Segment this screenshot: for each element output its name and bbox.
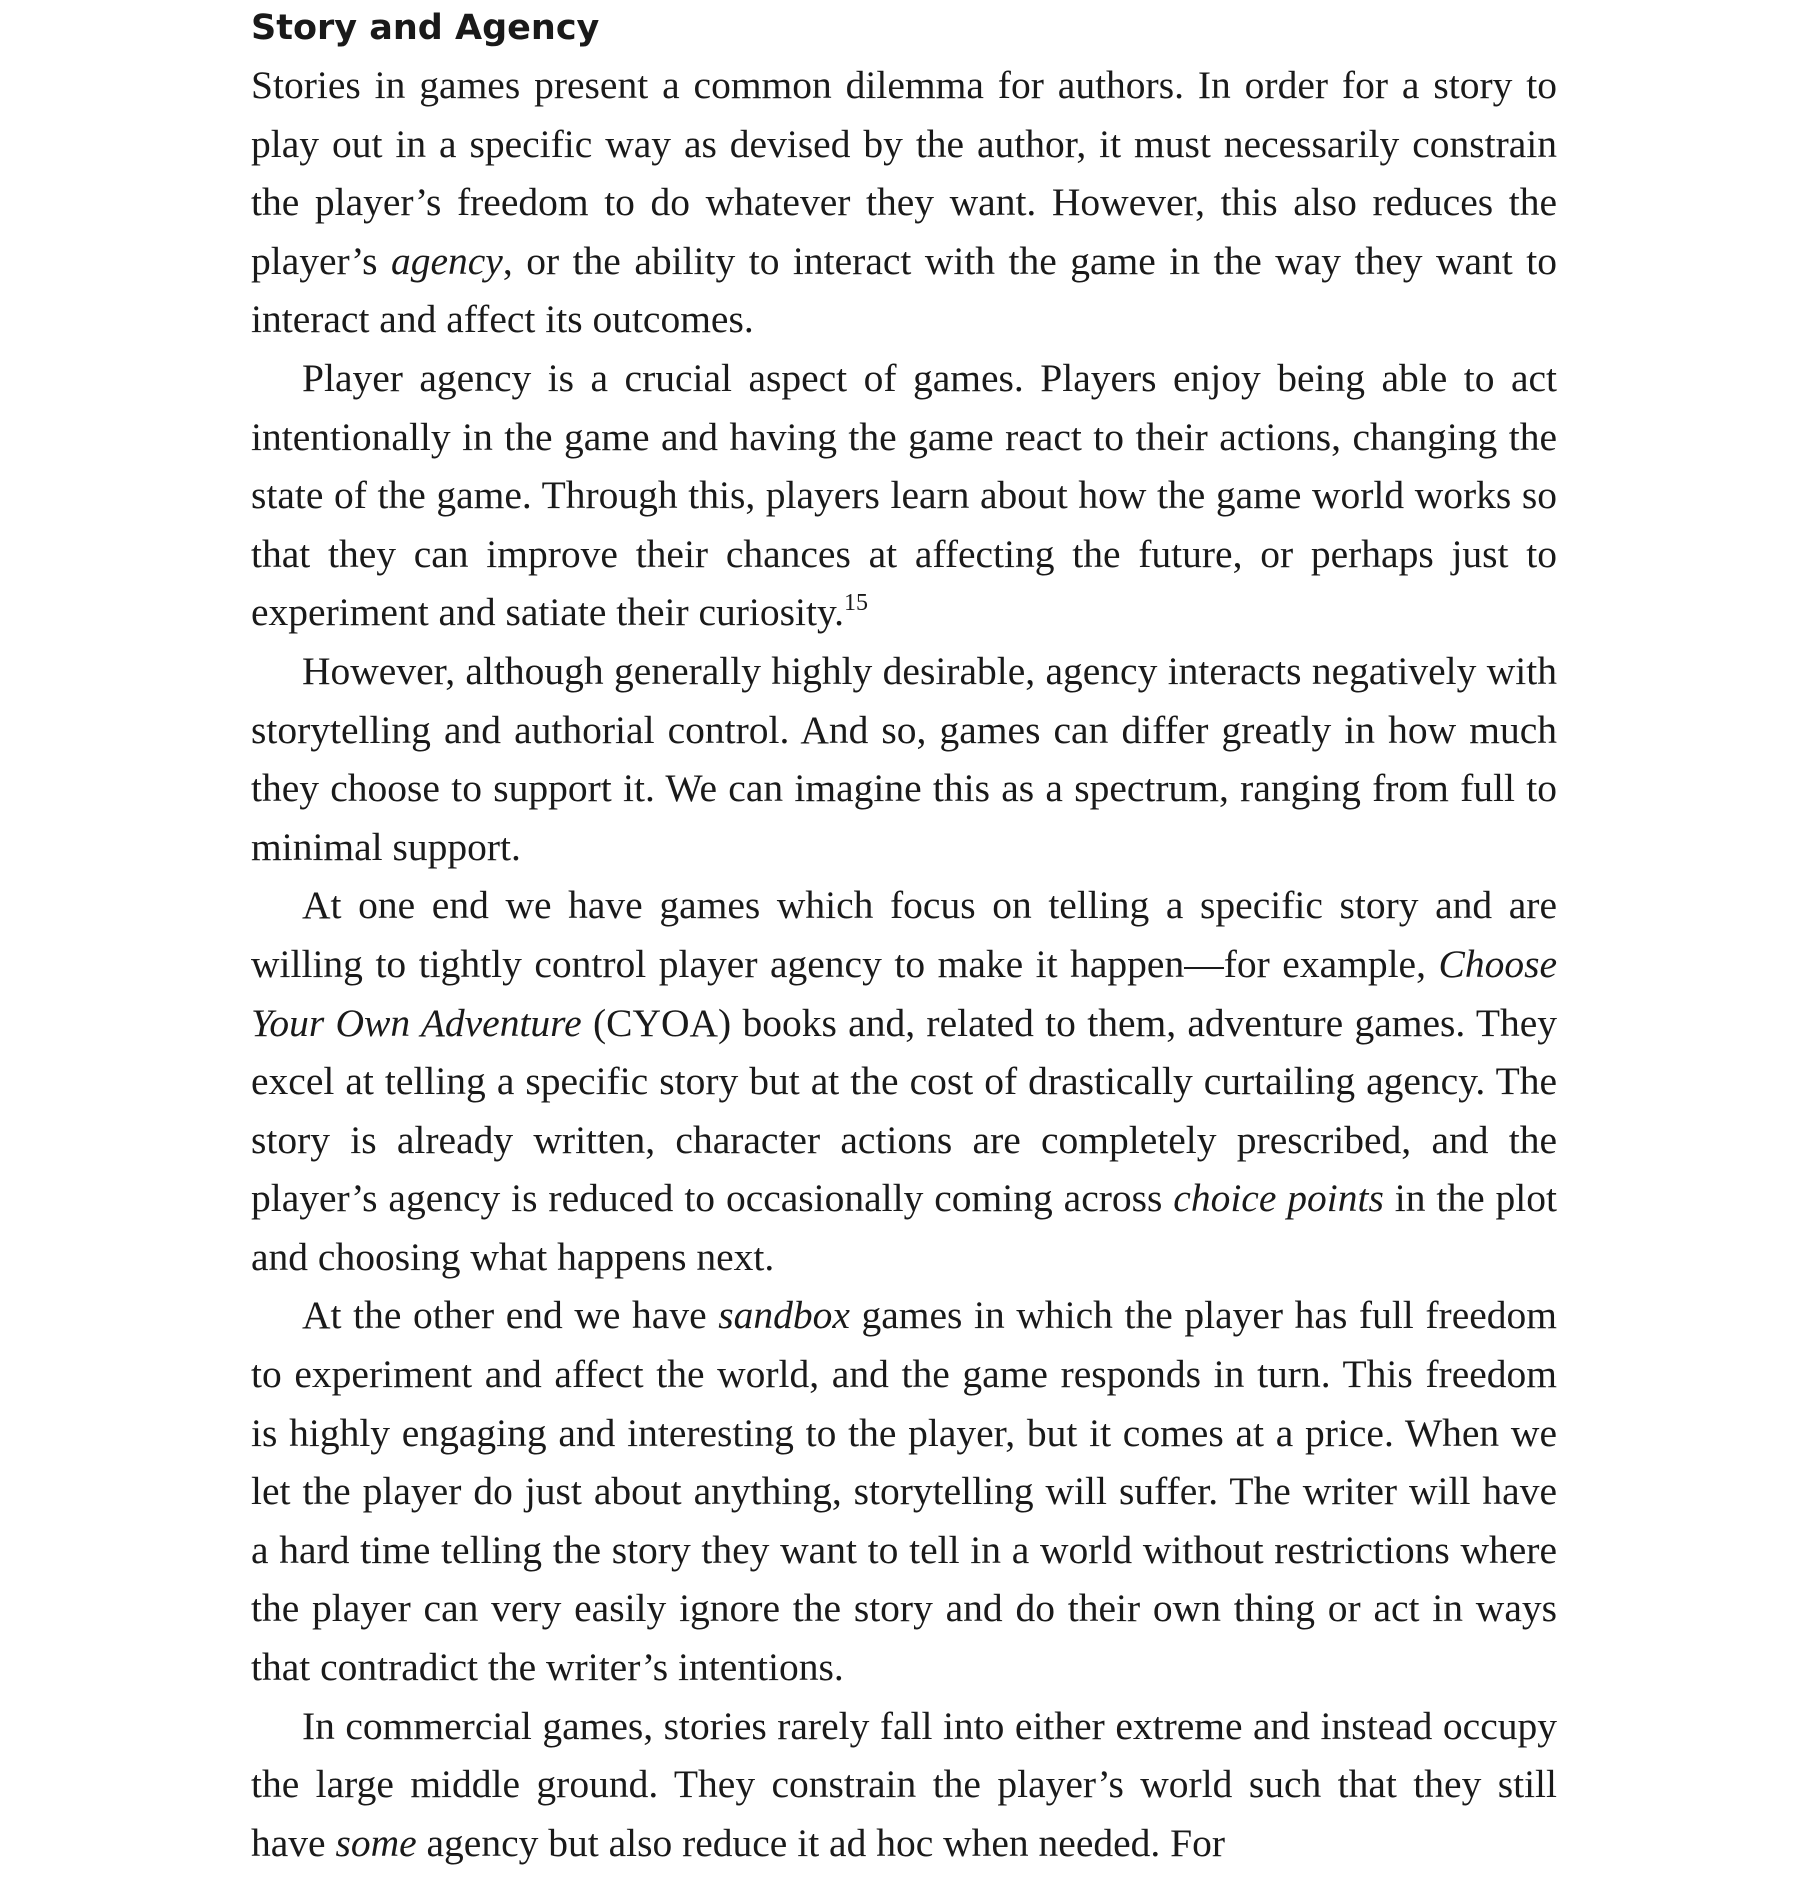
paragraph-text: At one end we have games which focus on telling a specific story and are willing to tightly control player agency to make it happen—for example, [251, 883, 1557, 986]
body-paragraph-4 [251, 876, 1557, 1286]
paragraph-text: (CYOA) books and, related to them, adventure games. They excel at telling a specific story but at the cost of drastically curtailing agency. The story is already written, character actions are completely prescribed, and the player’s agency is reduced to occasionally coming across [251, 1000, 1557, 1221]
body-paragraph-5 [251, 1286, 1557, 1696]
italic-term-choice-points: choice points [1173, 1176, 1384, 1221]
italic-term-sandbox: sandbox [718, 1293, 850, 1338]
body-paragraph-3 [251, 642, 1557, 876]
italic-term-agency: agency [390, 238, 503, 283]
paragraph-text: However, although generally highly desirable, agency interacts negatively with storytelling and authorial control. And so, games can differ greatly in how much they choose to support it. We can imagine this as a spectrum, ranging from full to minimal support. [251, 648, 1557, 869]
italic-term-some: some [335, 1820, 417, 1865]
footnote-marker: 15 [844, 590, 869, 617]
body-paragraph-6 [251, 1697, 1557, 1873]
body-paragraph-1 [251, 56, 1557, 349]
body-paragraph-2 [251, 349, 1557, 642]
paragraph-text: Player agency is a crucial aspect of games. Players enjoy being able to act intentionally in the game and having the game react to their actions, changing the state of the game. Through this, players learn about how the game world works so that they can improve their chances at affecting the future, or perhaps just to experiment and satiate their curiosity. [251, 355, 1557, 635]
section-heading: Story and Agency [251, 8, 600, 48]
paragraph-text: Stories in games present a common dilemma for authors. In order for a story to play out in a specific way as devised by the author, it must necessarily constrain the player’s freedom to do whatever they want. However, this also reduces the player’s [251, 63, 1557, 283]
paragraph-text: games in which the player has full freedom to experiment and affect the world, and the game responds in turn. This freedom is highly engaging and interesting to the player, but it comes at a price. When we let the player do just about anything, storytelling will suffer. The writer will have a hard time telling the story they want to tell in a world without restrictions where the player can very easily ignore the story and do their own thing or act in ways that contradict the writer’s intentions. [251, 1293, 1557, 1690]
paragraph-text: , or the ability to interact with the game in the way they want to interact and affect its outcomes. [251, 238, 1557, 342]
paragraph-text: in the plot and choosing what happens next. [251, 1176, 1557, 1279]
italic-title-cyoa: Choose Your Own Adventure [251, 941, 1557, 1045]
paragraph-text: At the other end we have [302, 1293, 719, 1338]
paragraph-text: agency but also reduce it ad hoc when needed. For [416, 1820, 1226, 1865]
book-page [251, 0, 1557, 1872]
paragraph-text: In commercial games, stories rarely fall into either extreme and instead occupy the large middle ground. They constrain the player’s world such that they still have [251, 1703, 1557, 1865]
